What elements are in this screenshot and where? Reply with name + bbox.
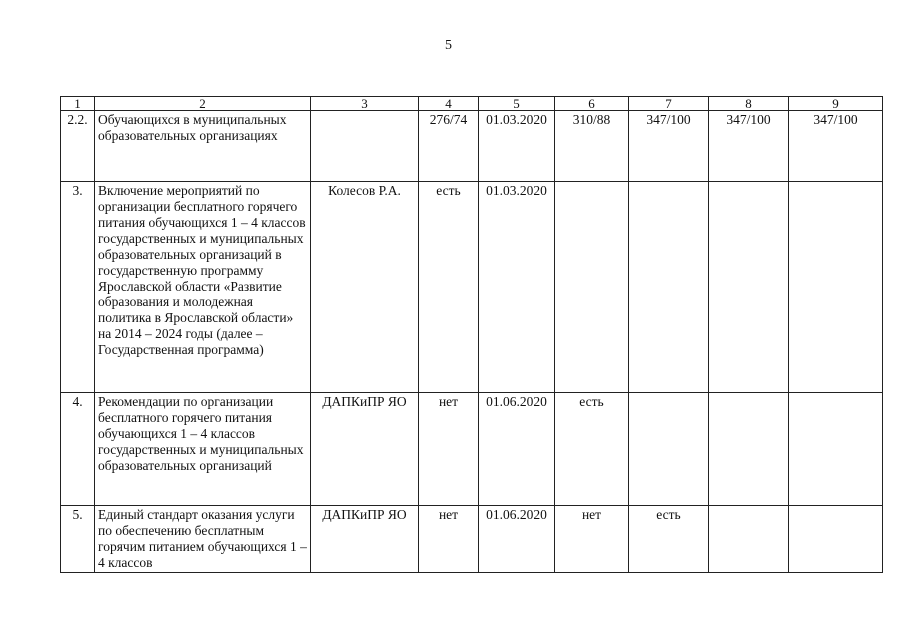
date-cell: 01.06.2020 [479, 506, 555, 573]
value-cell: нет [419, 506, 479, 573]
date-cell: 01.03.2020 [479, 111, 555, 182]
value-cell: нет [555, 506, 629, 573]
table-header-row [61, 97, 883, 111]
value-cell: есть [629, 506, 709, 573]
responsible-cell: Колесов Р.А. [311, 182, 419, 393]
plan-table-container [60, 96, 882, 573]
value-cell [629, 393, 709, 506]
column-header: 5 [479, 97, 555, 111]
value-cell: 310/88 [555, 111, 629, 182]
column-header: 7 [629, 97, 709, 111]
value-cell: есть [419, 182, 479, 393]
value-cell [789, 182, 883, 393]
column-header: 4 [419, 97, 479, 111]
value-cell: есть [555, 393, 629, 506]
table-row [61, 111, 883, 182]
table-row [61, 506, 883, 573]
column-header: 2 [95, 97, 311, 111]
column-header: 3 [311, 97, 419, 111]
table-row [61, 393, 883, 506]
description-cell: Рекомендации по организации бесплатного горячего питания обучающихся 1 – 4 классов государственных и муниципальных образовательных организаций [95, 393, 311, 506]
column-header: 8 [709, 97, 789, 111]
value-cell [709, 393, 789, 506]
value-cell [709, 506, 789, 573]
responsible-cell: ДАПКиПР ЯО [311, 393, 419, 506]
date-cell: 01.03.2020 [479, 182, 555, 393]
value-cell [629, 182, 709, 393]
description-cell: Единый стандарт оказания услуги по обеспечению бесплатным горячим питанием обучающихся 1 – 4 классов [95, 506, 311, 573]
value-cell: 347/100 [709, 111, 789, 182]
value-cell [709, 182, 789, 393]
value-cell: нет [419, 393, 479, 506]
responsible-cell: ДАПКиПР ЯО [311, 506, 419, 573]
column-header: 1 [61, 97, 95, 111]
description-cell: Включение мероприятий по организации бесплатного горячего питания обучающихся 1 – 4 классов государственных и муниципальных образовательных организаций в государственную программу Ярославской области «Развитие образования и молодежная политика в Ярославской области» на 2014 – 2024 годы (далее – Государственная программа) [95, 182, 311, 393]
row-number-cell: 4. [61, 393, 95, 506]
plan-table [60, 96, 883, 573]
column-header: 6 [555, 97, 629, 111]
value-cell [789, 393, 883, 506]
value-cell: 347/100 [789, 111, 883, 182]
row-number-cell: 2.2. [61, 111, 95, 182]
row-number-cell: 5. [61, 506, 95, 573]
page-number: 5 [445, 38, 452, 53]
value-cell [555, 182, 629, 393]
responsible-cell [311, 111, 419, 182]
date-cell: 01.06.2020 [479, 393, 555, 506]
table-row [61, 182, 883, 393]
value-cell: 347/100 [629, 111, 709, 182]
row-number-cell: 3. [61, 182, 95, 393]
description-cell: Обучающихся в муниципальных образовательных организациях [95, 111, 311, 182]
value-cell [789, 506, 883, 573]
value-cell: 276/74 [419, 111, 479, 182]
column-header: 9 [789, 97, 883, 111]
